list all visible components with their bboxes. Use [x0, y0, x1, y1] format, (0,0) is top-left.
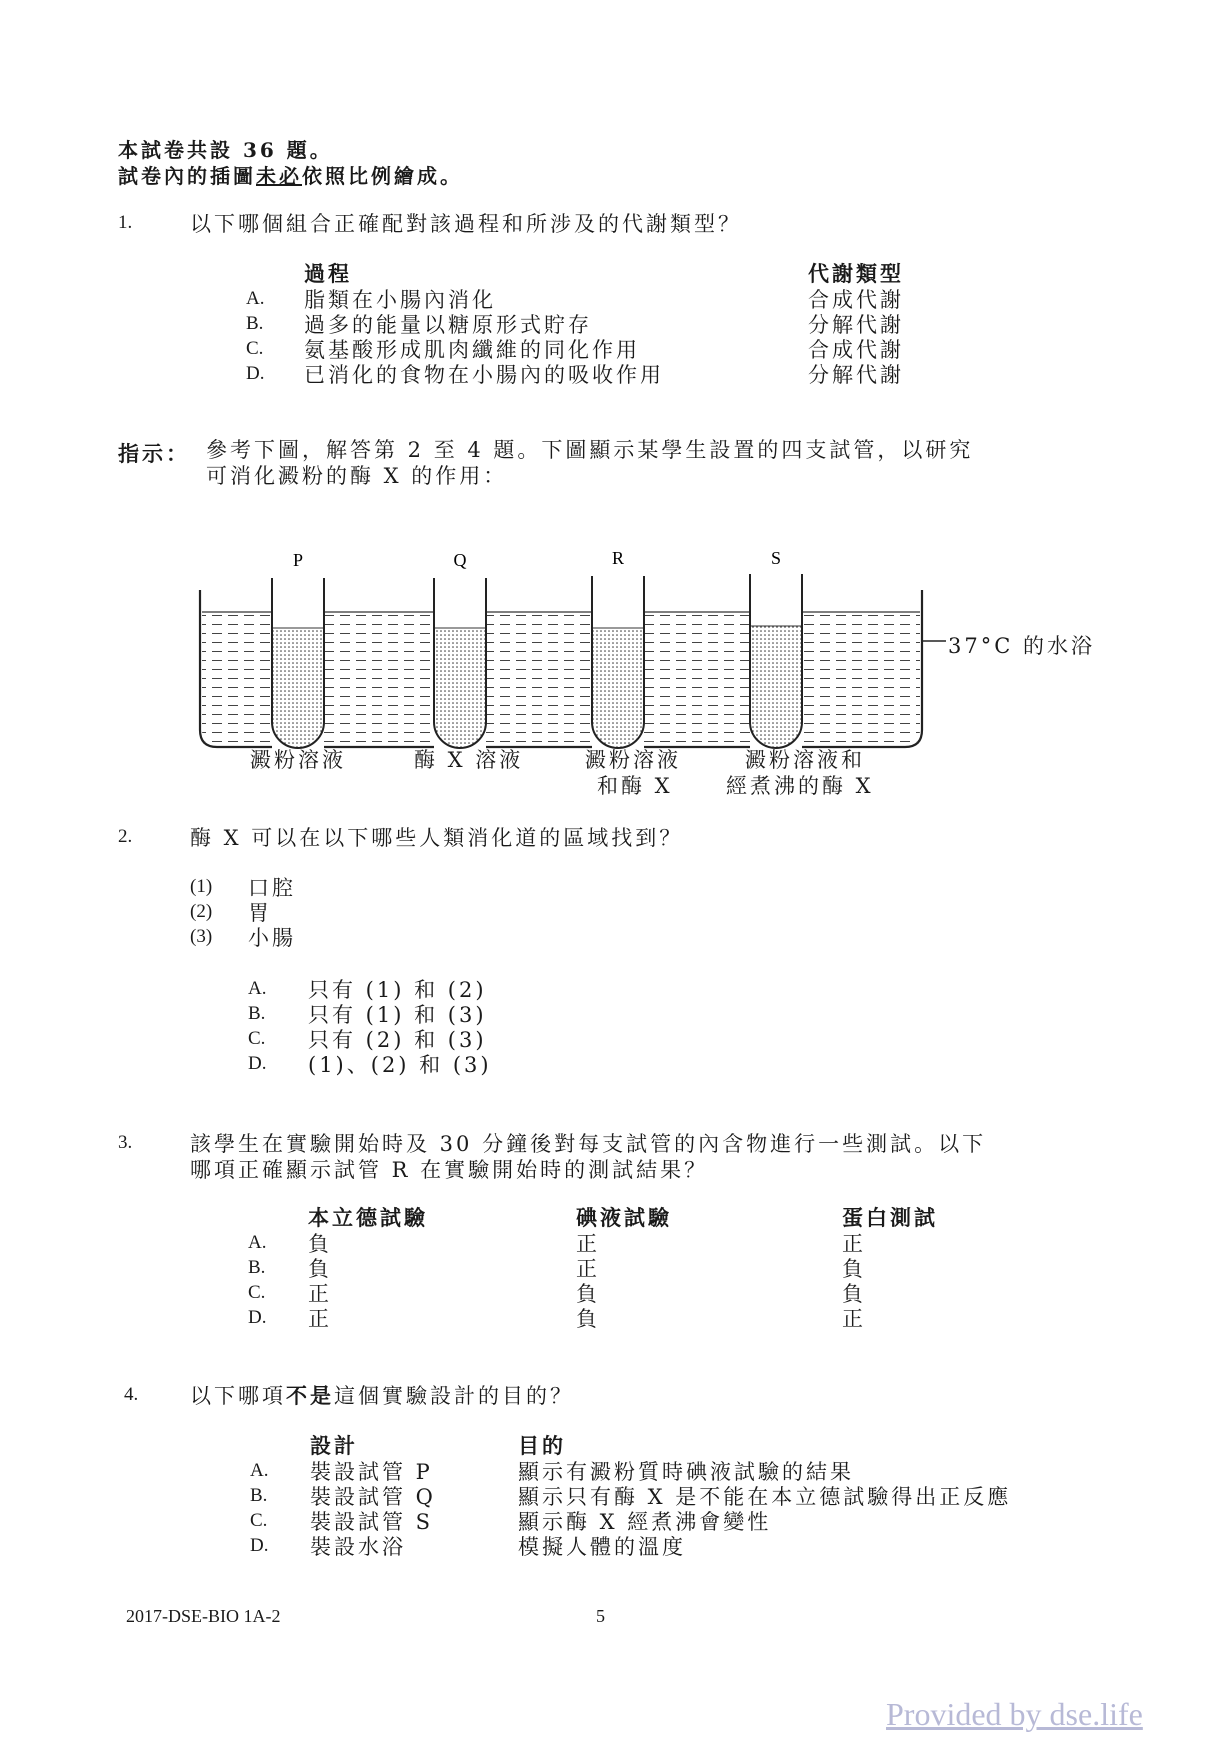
q3-option-d-letter: D.	[248, 1307, 267, 1328]
q4-number: 4.	[124, 1384, 139, 1405]
q4-option-c-letter: C.	[250, 1510, 268, 1531]
q1-option-d-type: 分解代謝	[808, 363, 904, 387]
q4-col-purpose: 目的	[518, 1433, 566, 1458]
q1-option-c-process: 氨基酸形成肌肉纖維的同化作用	[304, 338, 640, 362]
tube-q-label: Q	[453, 550, 467, 570]
q3-col-benedict: 本立德試驗	[308, 1205, 428, 1230]
q3-option-c-benedict: 正	[308, 1282, 332, 1306]
q2-option-a-letter: A.	[248, 978, 267, 999]
q2-item-1-text: 口腔	[248, 876, 296, 900]
q3-option-a-iodine: 正	[576, 1232, 600, 1256]
q2-item-3-num: (3)	[190, 926, 213, 947]
tube-r-content-1: 澱粉溶液	[585, 748, 681, 772]
q4-option-c-design: 裝設試管 S	[310, 1510, 434, 1534]
q3-option-c-protein: 負	[842, 1282, 866, 1306]
tube-r-content-2: 和酶 X	[597, 774, 673, 798]
q3-option-c-letter: C.	[248, 1282, 266, 1303]
tube-s	[750, 574, 802, 750]
tube-s-content-1: 澱粉溶液和	[745, 748, 865, 772]
q4-option-a-letter: A.	[250, 1460, 269, 1481]
tube-r	[592, 576, 644, 750]
tube-p-label: P	[292, 550, 304, 570]
q1-option-a-letter: A.	[246, 288, 265, 309]
q2-item-2-text: 胃	[248, 901, 272, 925]
q3-option-c-iodine: 負	[576, 1282, 600, 1306]
tube-r-label: R	[611, 548, 625, 568]
q2-option-a-text: 只有 (1) 和 (2)	[308, 978, 487, 1002]
tube-p	[272, 578, 324, 750]
q2-number: 2.	[118, 826, 133, 847]
q1-number: 1.	[118, 212, 133, 233]
q2-stem: 酶 X 可以在以下哪些人類消化道的區域找到？	[190, 826, 684, 850]
q1-col-process: 過程	[304, 261, 352, 286]
q1-stem: 以下哪個組合正確配對該過程和所涉及的代謝類型？	[190, 212, 742, 236]
tube-q-content: 酶 X 溶液	[414, 748, 524, 772]
intro-line-1: 本試卷共設 36 題。	[118, 138, 333, 162]
watermark-text: Provided by dse.life	[886, 1696, 1143, 1732]
q4-option-a-design: 裝設試管 P	[310, 1460, 433, 1484]
directions-label: 指示：	[118, 441, 190, 466]
q1-option-a-type: 合成代謝	[808, 288, 904, 312]
q3-option-b-letter: B.	[248, 1257, 266, 1278]
q4-stem	[190, 1380, 574, 1410]
q2-option-b-text: 只有 (1) 和 (3)	[308, 1003, 487, 1027]
q4-option-b-design: 裝設試管 Q	[310, 1485, 436, 1509]
q2-item-1-num: (1)	[190, 876, 213, 897]
q1-option-c-type: 合成代謝	[808, 338, 904, 362]
q4-option-b-letter: B.	[250, 1485, 268, 1506]
q1-col-type: 代謝類型	[808, 261, 904, 286]
q1-option-d-letter: D.	[246, 363, 265, 384]
q4-option-c-purpose: 顯示酶 X 經煮沸會變性	[518, 1510, 772, 1534]
q2-item-2-num: (2)	[190, 901, 213, 922]
q3-option-d-protein: 正	[842, 1307, 866, 1331]
intro-line-2-pre: 試卷內的插圖	[118, 164, 256, 188]
q1-option-a-process: 脂類在小腸內消化	[304, 288, 496, 312]
q3-col-protein: 蛋白測試	[842, 1205, 938, 1230]
q4-stem-post: 這個實驗設計的目的？	[334, 1384, 574, 1408]
q1-option-b-letter: B.	[246, 313, 264, 334]
q2-option-c-letter: C.	[248, 1028, 266, 1049]
intro-line-2	[118, 160, 463, 189]
q3-option-b-iodine: 正	[576, 1257, 600, 1281]
q3-col-iodine: 碘液試驗	[576, 1205, 672, 1230]
q4-option-a-purpose: 顯示有澱粉質時碘液試驗的結果	[518, 1460, 854, 1484]
footer-exam-code: 2017-DSE-BIO 1A-2	[126, 1606, 281, 1626]
q4-option-d-design: 裝設水浴	[310, 1535, 406, 1559]
intro-line-2-post: 依照比例繪成。	[302, 164, 463, 188]
q1-option-b-type: 分解代謝	[808, 313, 904, 337]
tube-p-content: 澱粉溶液	[250, 748, 346, 772]
q2-option-c-text: 只有 (2) 和 (3)	[308, 1028, 487, 1052]
q4-stem-emphasis: 不是	[286, 1383, 334, 1408]
intro-line-2-underlined: 未必	[256, 164, 302, 188]
q4-stem-pre: 以下哪項	[190, 1384, 286, 1408]
q3-stem-1: 該學生在實驗開始時及 30 分鐘後對每支試管的內含物進行一些測試。以下	[190, 1132, 987, 1156]
q2-option-d-letter: D.	[248, 1053, 267, 1074]
q2-option-b-letter: B.	[248, 1003, 266, 1024]
q1-option-b-process: 過多的能量以糖原形式貯存	[304, 313, 592, 337]
q4-option-b-purpose: 顯示只有酶 X 是不能在本立德試驗得出正反應	[518, 1485, 1012, 1509]
q4-option-d-letter: D.	[250, 1535, 269, 1556]
directions-line-2: 可消化澱粉的酶 X 的作用：	[206, 464, 508, 488]
footer-page-number: 5	[596, 1606, 605, 1626]
q3-option-b-benedict: 負	[308, 1257, 332, 1281]
tube-s-label: S	[770, 548, 782, 568]
q3-option-a-protein: 正	[842, 1232, 866, 1256]
q3-option-d-iodine: 負	[576, 1307, 600, 1331]
tube-s-content-2: 經煮沸的酶 X	[726, 774, 874, 798]
q1-option-d-process: 已消化的食物在小腸內的吸收作用	[304, 363, 664, 387]
q3-option-b-protein: 負	[842, 1257, 866, 1281]
q2-item-3-text: 小腸	[248, 926, 296, 950]
q3-number: 3.	[118, 1132, 133, 1153]
bath-label: 37°C 的水浴	[948, 634, 1095, 658]
q3-option-d-benedict: 正	[308, 1307, 332, 1331]
q3-option-a-benedict: 負	[308, 1232, 332, 1256]
q1-option-c-letter: C.	[246, 338, 264, 359]
q3-option-a-letter: A.	[248, 1232, 267, 1253]
q4-col-design: 設計	[310, 1433, 358, 1458]
q2-option-d-text: (1)、(2) 和 (3)	[308, 1053, 492, 1077]
tube-q	[434, 578, 486, 750]
q4-option-d-purpose: 模擬人體的溫度	[518, 1535, 686, 1559]
directions-line-1: 參考下圖，解答第 2 至 4 題。下圖顯示某學生設置的四支試管，以研究	[206, 438, 974, 462]
q3-stem-2: 哪項正確顯示試管 R 在實驗開始時的測試結果？	[190, 1158, 709, 1182]
